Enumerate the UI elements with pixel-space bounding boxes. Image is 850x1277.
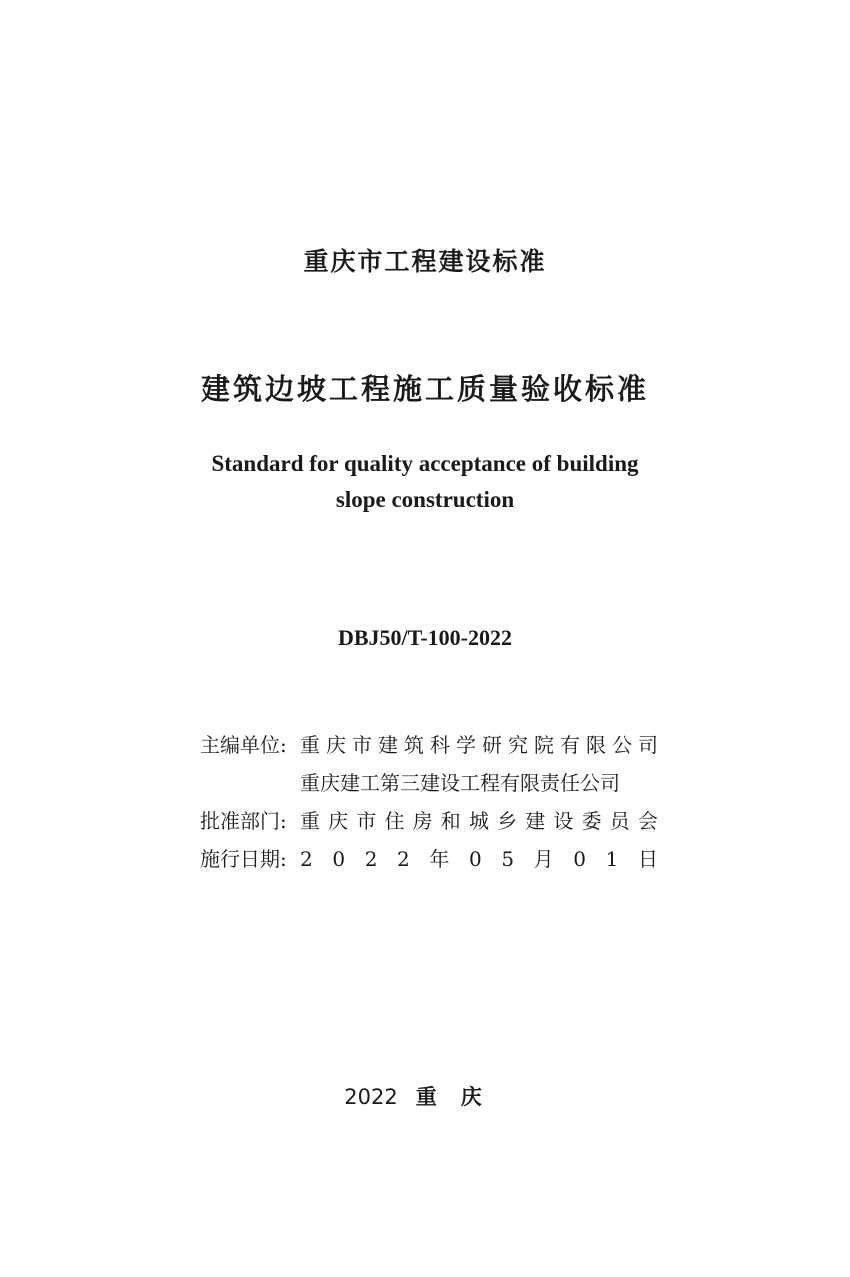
approver-label: 批准部门: [200, 809, 287, 833]
footer [0, 1082, 850, 1112]
editor-org1: 重 庆 市 建 筑 科 学 研 究 院 有 限 公 司 [300, 733, 658, 757]
editor-org2: 重庆建工第三建设工程有限责任公司 [300, 771, 620, 795]
footer-city: 重庆 [415, 1085, 506, 1109]
approver-org: 重 庆 市 住 房 和 城 乡 建 设 委 员 会 [300, 809, 658, 833]
approver-row [200, 806, 660, 836]
date-row [200, 844, 660, 874]
document-title-en-line1: Standard for quality acceptance of building [211, 451, 639, 476]
editor-row [200, 730, 660, 760]
standard-code: DBJ50/T-100-2022 [338, 625, 512, 650]
date-label: 施行日期: [200, 847, 287, 871]
editor-row-2 [200, 768, 660, 798]
effective-date: 2 0 2 2 年 0 5 月 0 1 日 [300, 847, 658, 871]
document-title-cn: 建筑边坡工程施工质量验收标准 [200, 372, 649, 406]
series-title: 重庆市工程建设标准 [303, 247, 547, 276]
editor-label: 主编单位: [200, 733, 287, 757]
footer-year: 2022 [344, 1085, 398, 1109]
document-title-en-line2: slope construction [335, 487, 515, 512]
